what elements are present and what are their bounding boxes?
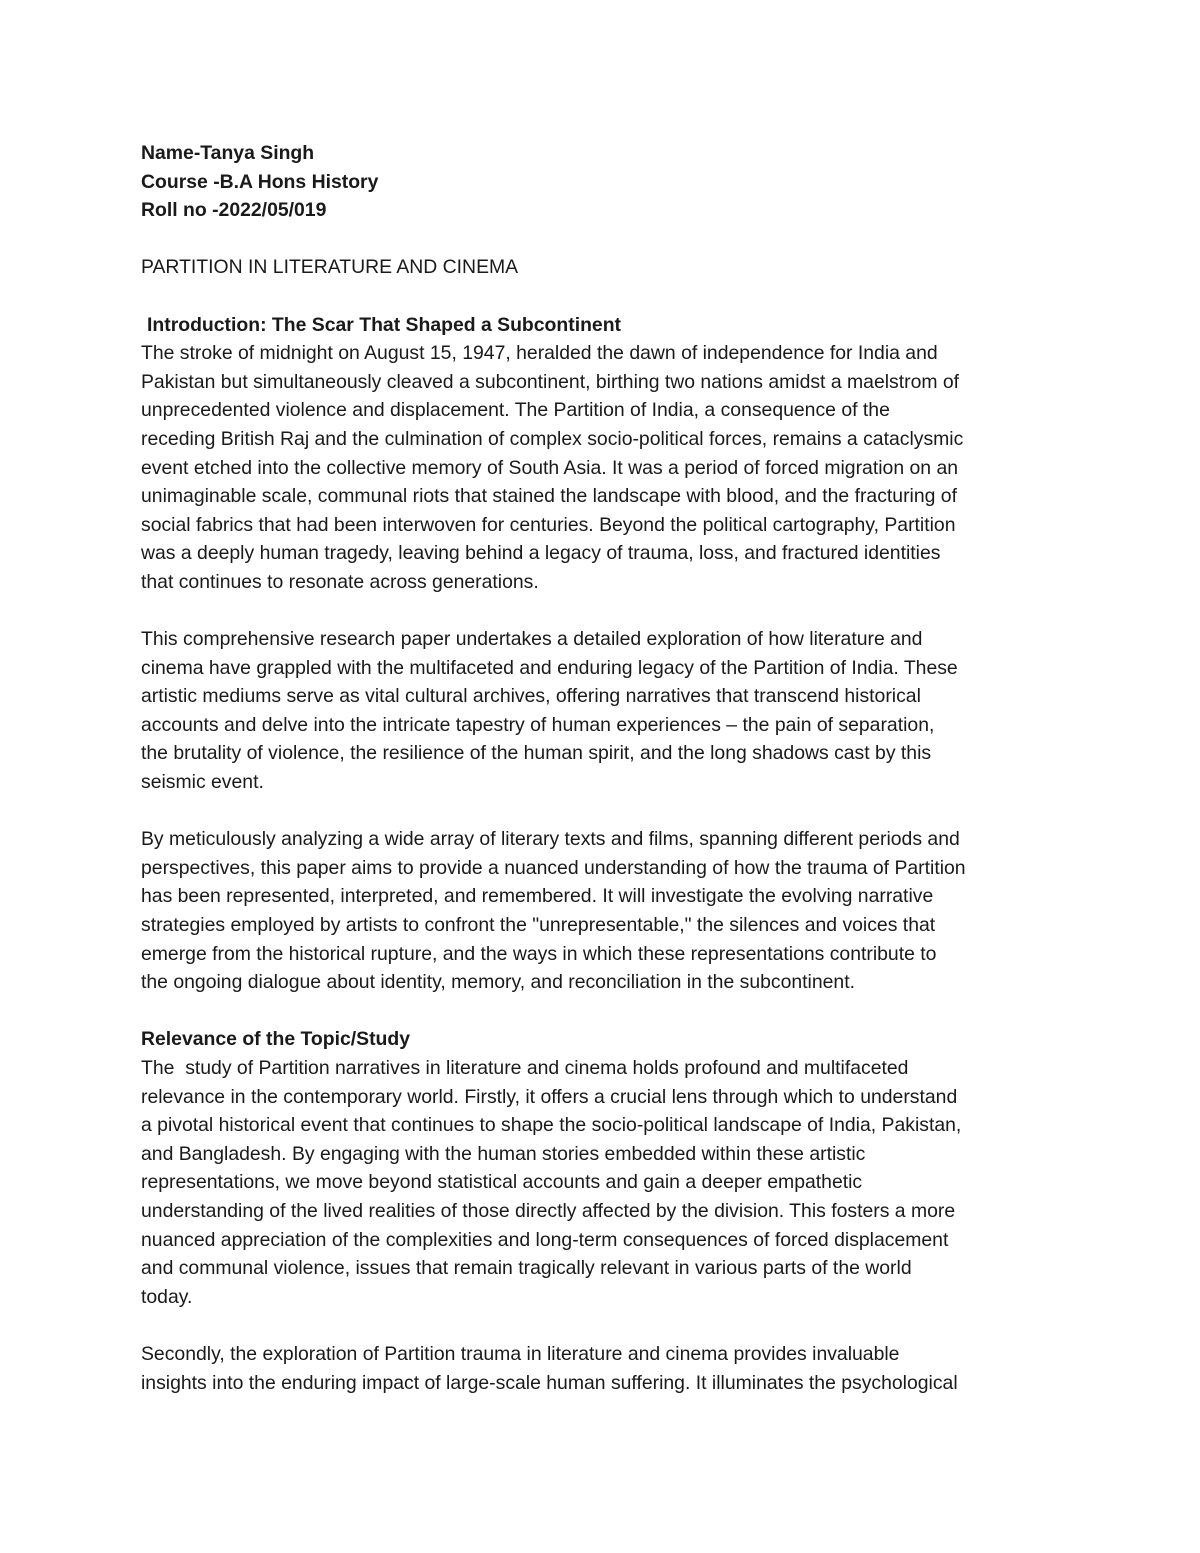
text-line: and communal violence, issues that remain tragically relevant in various parts of the world [141,1257,912,1280]
text-line: representations, we move beyond statistical accounts and gain a deeper empathetic [141,1171,863,1194]
introduction-heading: Introduction: The Scar That Shaped a Subcontinent [147,313,622,336]
text-line: has been represented, interpreted, and remembered. It will investigate the evolving narrative [141,885,934,908]
text-line: receding British Raj and the culmination of complex socio-political forces, remains a cataclysmic [141,427,964,450]
text-line: Secondly, the exploration of Partition trauma in literature and cinema provides invaluable [141,1342,900,1365]
introduction-paragraph-1 [141,339,1061,596]
spacer [141,1311,1061,1340]
relevance-paragraph-1 [141,1054,1061,1311]
document-body [141,139,1061,1397]
text-line: today. [141,1285,193,1308]
text-line: was a deeply human tragedy, leaving behind a legacy of trauma, loss, and fractured identities [141,542,941,565]
text-line: perspectives, this paper aims to provide a nuanced understanding of how the trauma of Partition [141,856,966,879]
text-line: The stroke of midnight on August 15, 1947, heralded the dawn of independence for India and [141,342,938,365]
course-line: Course -B.A Hons History [141,170,379,193]
text-line: This comprehensive research paper undertakes a detailed exploration of how literature and [141,628,923,651]
introduction-paragraph-3 [141,825,1061,997]
text-line: emerge from the historical rupture, and the ways in which these representations contribute to [141,942,937,965]
text-line: Pakistan but simultaneously cleaved a subcontinent, birthing two nations amidst a maelstrom of [141,370,960,393]
text-line: By meticulously analyzing a wide array of literary texts and films, spanning different periods and [141,828,960,851]
text-line: strategies employed by artists to confront the "unrepresentable," the silences and voices that [141,914,936,937]
spacer [141,225,1061,254]
student-name: Name-Tanya Singh [141,142,315,164]
text-line: and Bangladesh. By engaging with the human stories embedded within these artistic [141,1142,866,1165]
spacer [141,997,1061,1026]
text-line: relevance in the contemporary world. Firstly, it offers a crucial lens through which to understand [141,1085,958,1108]
text-line: that continues to resonate across generations. [141,570,539,593]
text-line: cinema have grappled with the multifaceted and enduring legacy of the Partition of India. These [141,656,958,679]
text-line: the ongoing dialogue about identity, memory, and reconciliation in the subcontinent. [141,971,855,994]
document-title: PARTITION IN LITERATURE AND CINEMA [141,256,519,279]
spacer [141,282,1061,311]
text-line: insights into the enduring impact of large-scale human suffering. It illuminates the psychological [141,1371,958,1394]
relevance-heading: Relevance of the Topic/Study [141,1028,411,1051]
text-line: the brutality of violence, the resilience of the human spirit, and the long shadows cast by this [141,742,932,765]
text-line: seismic event. [141,771,264,794]
text-line: unprecedented violence and displacement. The Partition of India, a consequence of the [141,399,890,422]
introduction-paragraph-2 [141,625,1061,797]
relevance-paragraph-2 [141,1340,1061,1397]
text-line: artistic mediums serve as vital cultural archives, offering narratives that transcend historical [141,685,921,708]
spacer [141,797,1061,826]
text-line: event etched into the collective memory of South Asia. It was a period of forced migration on an [141,456,959,479]
spacer [141,597,1061,626]
text-line: nuanced appreciation of the complexities and long-term consequences of forced displacement [141,1228,949,1251]
text-line: a pivotal historical event that continues to shape the socio-political landscape of India, Pakistan, [141,1114,962,1137]
text-line: understanding of the lived realities of those directly affected by the division. This fosters a more [141,1199,956,1222]
text-line: social fabrics that had been interwoven for centuries. Beyond the political cartography, Partition [141,513,956,536]
text-line: accounts and delve into the intricate tapestry of human experiences – the pain of separation, [141,713,935,736]
text-line: unimaginable scale, communal riots that stained the landscape with blood, and the fracturing of [141,485,957,508]
text-line: The study of Partition narratives in literature and cinema holds profound and multifaceted [141,1057,909,1079]
roll-number: Roll no -2022/05/019 [141,199,327,222]
